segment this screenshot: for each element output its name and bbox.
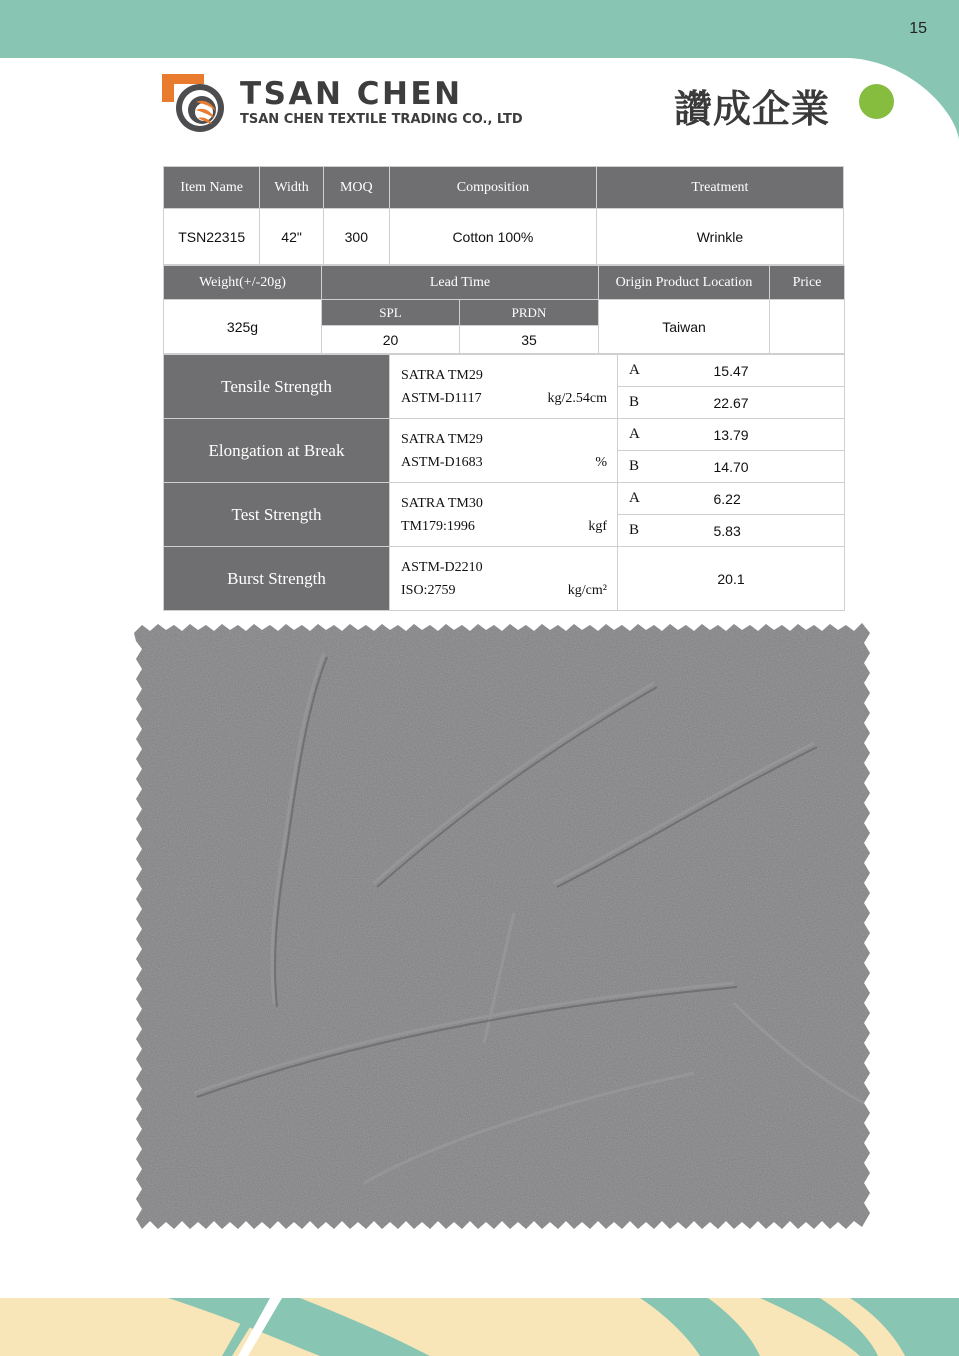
header-treatment: Treatment: [596, 167, 843, 209]
test-unit: kgf: [588, 519, 607, 534]
value-origin: Taiwan: [599, 300, 770, 354]
sample-a-value: 13.79: [652, 419, 845, 451]
header-weight: Weight(+/-20g): [164, 266, 322, 300]
header-price: Price: [770, 266, 845, 300]
test-name: Elongation at Break: [164, 419, 390, 483]
brand-name: TSAN CHEN: [240, 76, 463, 112]
test-method: [390, 355, 618, 419]
value-width: 42": [260, 209, 323, 265]
burst-value: 20.1: [618, 547, 845, 611]
fabric-swatch-image: [134, 623, 872, 1235]
test-name: Tensile Strength: [164, 355, 390, 419]
method-line-1: SATRA TM29: [401, 367, 483, 383]
value-spl: 20: [322, 326, 460, 354]
page-number: 15: [909, 20, 927, 37]
method-line-2: ASTM-D1683: [401, 454, 483, 470]
method-line-2: ASTM-D1117: [401, 390, 482, 406]
test-unit: %: [595, 455, 607, 470]
test-method: [390, 483, 618, 547]
test-method: [390, 547, 618, 611]
test-method: [390, 419, 618, 483]
test-unit: kg/cm²: [567, 583, 607, 598]
method-line-1: ASTM-D2210: [401, 559, 483, 575]
brand-chinese-name: 讚成企業: [674, 87, 831, 131]
test-name: Test Strength: [164, 483, 390, 547]
value-prdn: 35: [460, 326, 599, 354]
method-line-2: ISO:2759: [401, 582, 456, 598]
method-line-1: SATRA TM29: [401, 431, 483, 447]
method-line-2: TM179:1996: [401, 518, 475, 534]
green-dot-icon: [859, 84, 894, 119]
spec-table: [163, 166, 844, 611]
sample-a-value: 15.47: [652, 355, 845, 387]
test-name: Burst Strength: [164, 547, 390, 611]
sample-a-label: A: [618, 355, 652, 387]
value-composition: Cotton 100%: [389, 209, 596, 265]
sample-a-value: 6.22: [652, 483, 845, 515]
brand-subtitle: TSAN CHEN TEXTILE TRADING CO., LTD: [240, 112, 523, 127]
header-origin: Origin Product Location: [599, 266, 770, 300]
value-moq: 300: [323, 209, 389, 265]
sample-a-label: A: [618, 419, 652, 451]
header-width: Width: [260, 167, 323, 209]
sample-b-label: B: [618, 515, 652, 547]
value-price: [770, 300, 845, 354]
company-logo-icon: [160, 72, 226, 134]
method-line-1: SATRA TM30: [401, 495, 483, 511]
sample-b-value: 22.67: [652, 387, 845, 419]
header-item-name: Item Name: [164, 167, 260, 209]
header-spl: SPL: [322, 300, 460, 326]
header-moq: MOQ: [323, 167, 389, 209]
sample-b-label: B: [618, 451, 652, 483]
value-treatment: Wrinkle: [596, 209, 843, 265]
value-item-name: TSN22315: [164, 209, 260, 265]
header-composition: Composition: [389, 167, 596, 209]
value-weight: 325g: [164, 300, 322, 354]
sample-b-value: 5.83: [652, 515, 845, 547]
sample-a-label: A: [618, 483, 652, 515]
header-prdn: PRDN: [460, 300, 599, 326]
test-unit: kg/2.54cm: [547, 391, 607, 406]
sample-b-value: 14.70: [652, 451, 845, 483]
sample-b-label: B: [618, 387, 652, 419]
header-lead-time: Lead Time: [322, 266, 599, 300]
